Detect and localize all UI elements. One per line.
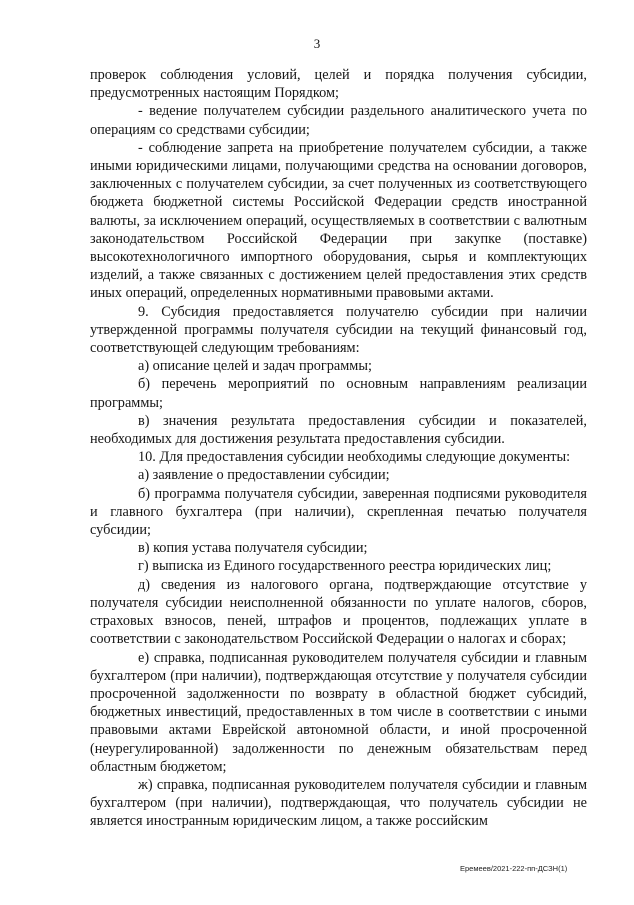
paragraph-verification-continuation: проверок соблюдения условий, целей и порядка получения субсидии, предусмотренных настоящим Порядком;	[90, 67, 587, 102]
paragraph-item-10a: а) заявление о предоставлении субсидии;	[138, 467, 390, 484]
document-body	[90, 66, 587, 831]
paragraph-item-10g: г) выписка из Единого государственного реестра юридических лиц;	[138, 558, 552, 575]
paragraph-item-10: 10. Для предоставления субсидии необходимы следующие документы:	[138, 449, 571, 466]
paragraph-item-9: 9. Субсидия предоставляется получателю субсидии при наличии утвержденной программы получателя субсидии на текущий финансовый год, соответствующей следующим требованиям:	[90, 303, 587, 357]
paragraph-item-10v: в) копия устава получателя субсидии;	[138, 540, 368, 557]
paragraph-separate-accounting: - ведение получателем субсидии раздельного аналитического учета по операциям со средствами субсидии;	[90, 103, 587, 138]
paragraph-item-10e: е) справка, подписанная руководителем получателя субсидии и главным бухгалтером (при наличии), подтверждающая отсутствие у получателя субсидии просроченной задолженности по возврату в областной бюджет субсидий, бюджетных инвестиций, предоставленных в том числе в соответствии с иными правовыми актами Еврейской автономной области, и иной просроченной (неурегулированной) задолженности по денежным обязательствам перед областным бюджетом;	[90, 649, 587, 775]
paragraph-item-9b: б) перечень мероприятий по основным направлениям реализации программы;	[90, 376, 587, 411]
paragraph-item-10b: б) программа получателя субсидии, заверенная подписями руководителя и главного бухгалтера (при наличии), скрепленная печатью получателя субсидии;	[90, 485, 587, 539]
paragraph-item-10d: д) сведения из налогового органа, подтверждающие отсутствие у получателя субсидии неисполненной обязанности по уплате налогов, сборов, страховых взносов, пеней, штрафов и процентов, подлежащих уплате в соответствии с законодательством Российской Федерации о налогах и сборах;	[90, 576, 587, 648]
page-number: 3	[313, 36, 321, 51]
paragraph-currency-prohibition: - соблюдение запрета на приобретение получателем субсидии, а также иными юридическими лицами, получающими средства на основании договоров, заключенных с получателем субсидии, за счет полученных из соответствующего бюджета бюджетной системы Российской Федерации средств иностранной валюты, за исключением операций, осуществляемых в соответствии с валютным законодательством Российской Федерации при закупке (поставке) высокотехнологичного импортного оборудования, сырья и комплектующих изделий, а также связанных с достижением целей предоставления этих средств иных операций, определенных нормативными правовыми актами.	[90, 139, 587, 302]
footer-document-code: Еремеев/2021-222-пп-ДСЗН(1)	[460, 864, 568, 873]
paragraph-item-9a: а) описание целей и задач программы;	[138, 358, 372, 375]
paragraph-item-10zh: ж) справка, подписанная руководителем получателя субсидии и главным бухгалтером (при наличии), подтверждающая, что получатель субсидии не является иностранным юридическим лицом, а также российским	[90, 776, 587, 830]
paragraph-item-9v: в) значения результата предоставления субсидии и показателей, необходимых для достижения результата предоставления субсидии.	[90, 412, 587, 448]
